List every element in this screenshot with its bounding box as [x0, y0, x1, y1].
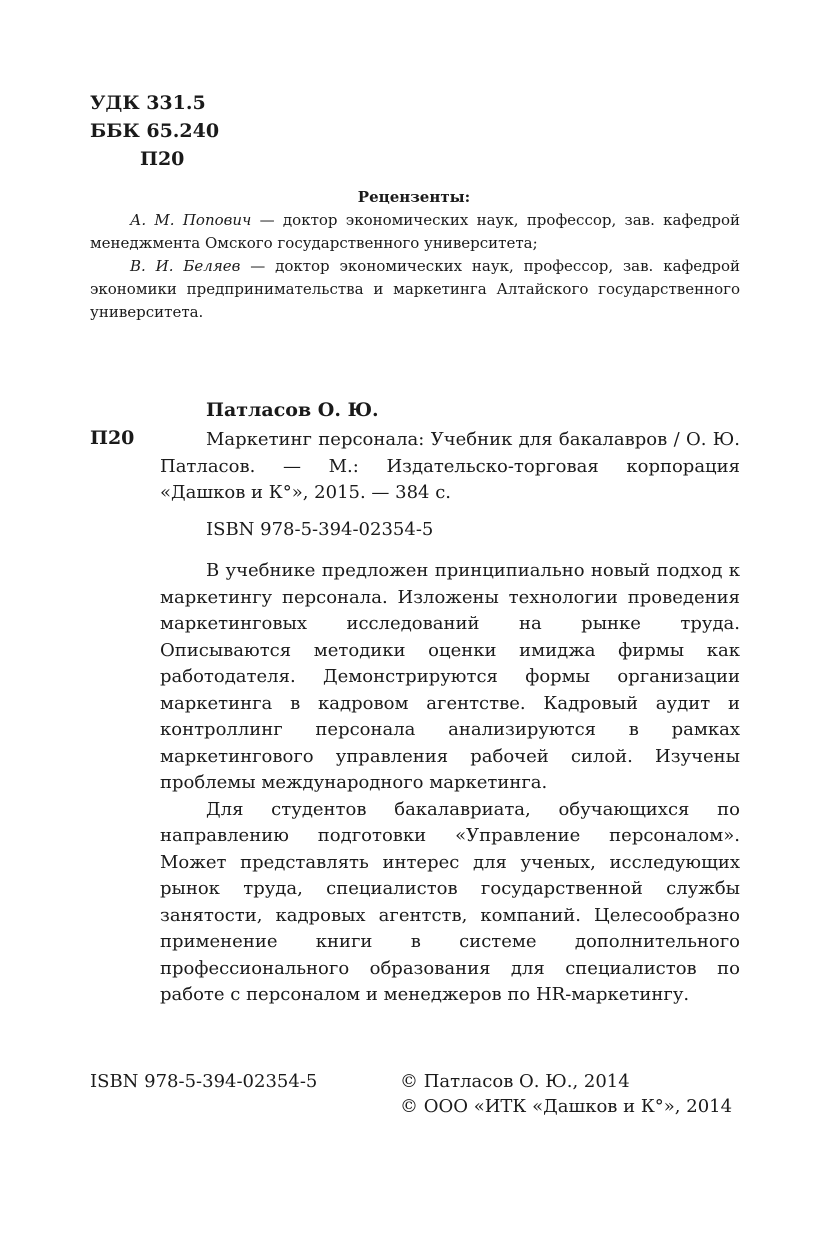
annotation-paragraph: В учебнике предложен принципиально новый подход к маркетингу персонала. Изложены технологии проведения маркетинговых исследований на рынке труда. Описываются методики оценки имиджа фирмы как работодателя. Демонстрируются формы организации маркетинга в кадровом агентстве. Кадровый аудит и контроллинг персонала анализируются в рамках маркетингового управления рабочей силой. Изучены проблемы международного маркетинга. — [160, 560, 740, 793]
catalog-isbn: ISBN 978-5-394-02354-5 — [206, 519, 434, 540]
catalog-author: Патласов О. Ю. — [206, 399, 379, 421]
catalog-code: П20 — [90, 427, 135, 449]
author-sign-code: П20 — [140, 148, 185, 170]
catalog-description: Маркетинг персонала: Учебник для бакалавров / О. Ю. Патласов. — М.: Издательско-торговая корпорация «Дашков и К°», 2015. — 384 с. — [160, 429, 740, 503]
reviewer-description: — доктор экономических наук, профессор, зав. кафедрой менеджмента Омского государственного университета; — [90, 211, 740, 252]
footer-copyright-author: © Патласов О. Ю., 2014 — [400, 1071, 630, 1092]
reviewer-name: В. И. Беляев — [130, 257, 241, 275]
reviewer-description: — доктор экономических наук, профессор, зав. кафедрой экономики предпринимательства и маркетинга Алтайского государственного университета. — [90, 257, 740, 321]
annotation — [160, 558, 740, 1009]
bbk-code: ББК 65.240 — [90, 120, 220, 142]
reviewer-item — [90, 209, 740, 255]
reviewers-title: Рецензенты: — [357, 188, 471, 206]
reviewer-item — [90, 255, 740, 324]
annotation-paragraph: Для студентов бакалавриата, обучающихся по направлению подготовки «Управление персоналом». Может представлять интерес для ученых, исследующих рынок труда, специалистов государственной службы занятости, кадровых агентств, компаний. Целесообразно применение книги в системе дополнительного профессионального образования для специалистов по работе с персоналом и менеджеров по HR-маркетингу. — [160, 798, 740, 1005]
catalog-description-block — [160, 427, 740, 507]
reviewers-list — [90, 209, 740, 324]
reviewer-name: А. М. Попович — [130, 211, 252, 229]
footer-isbn: ISBN 978-5-394-02354-5 — [90, 1071, 318, 1092]
udk-code: УДК 331.5 — [90, 92, 206, 114]
footer-copyright-publisher: © ООО «ИТК «Дашков и К°», 2014 — [400, 1096, 733, 1117]
